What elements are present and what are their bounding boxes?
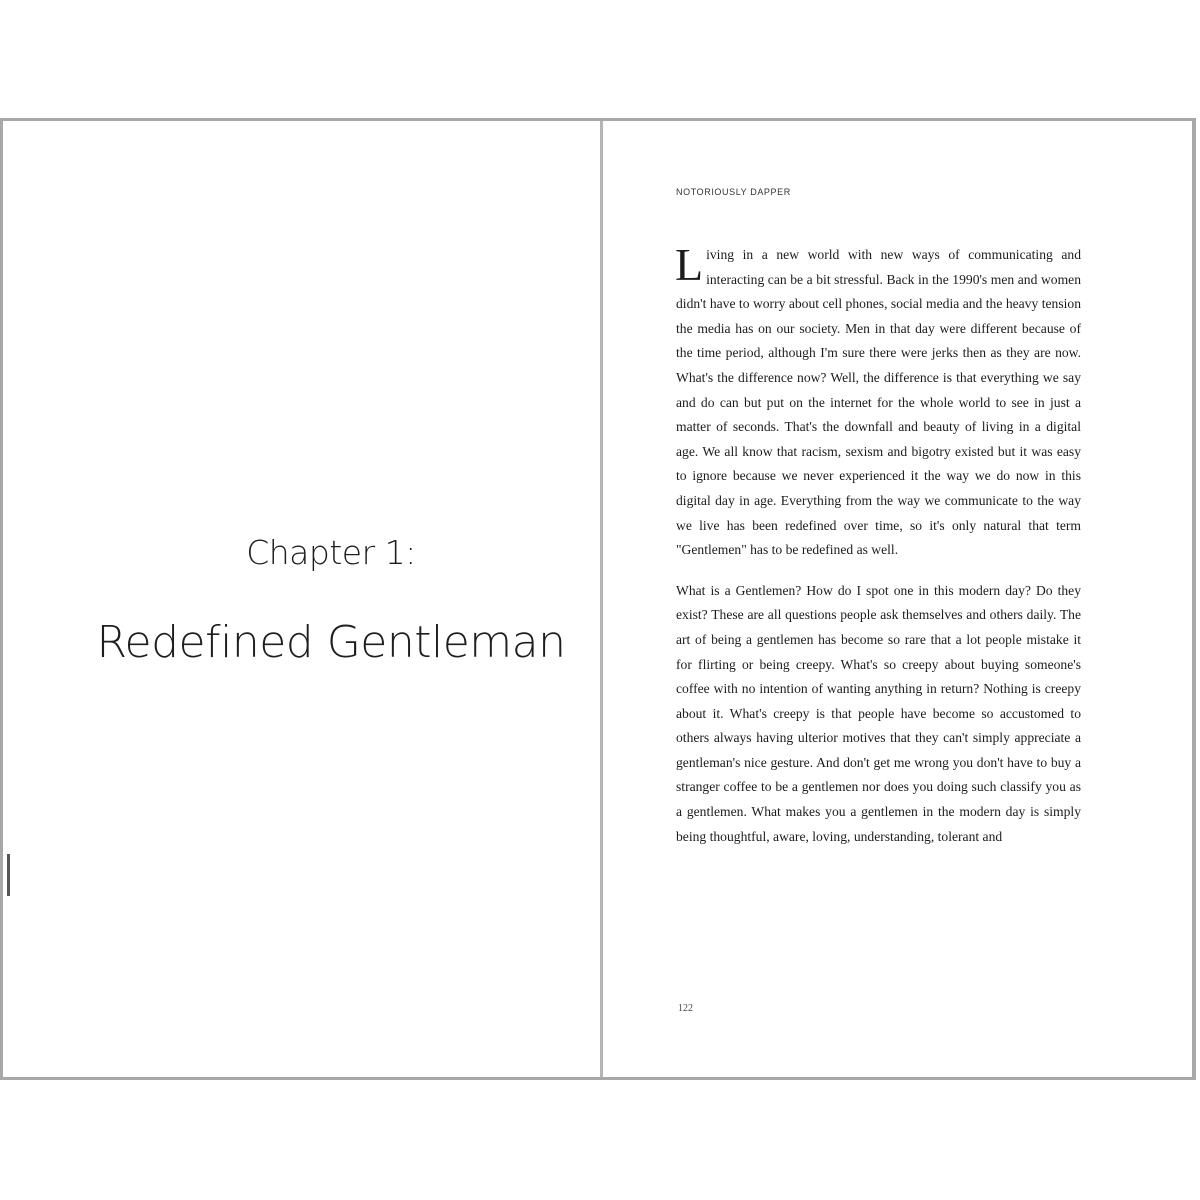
right-page	[603, 121, 1192, 1077]
page-number: 122	[678, 1003, 693, 1014]
paragraph-2: What is a Gentlemen? How do I spot one in this modern day? Do they exist? These are all questions people ask themselves and others daily. The art of being a gentlemen has become so rare that a lot people mistake it for flirting or being creepy. What's so creepy about buying someone's coffee with no intention of wanting anything in return? Nothing is creepy about it. What's creepy is that people have become so accustomed to others always having ulterior motives that they can't simply appreciate a gentleman's nice gesture. And don't get me wrong you don't have to buy a stranger coffee to be a gentlemen nor does you doing such classify you as a gentlemen. What makes you a gentlemen in the modern day is simply being thoughtful, aware, loving, understanding, tolerant and	[676, 582, 1081, 844]
chapter-title: Redefined Gentleman	[96, 617, 566, 668]
body-text	[675, 239, 1081, 849]
page-edge-mark	[7, 854, 10, 896]
book-spread	[0, 118, 1196, 1080]
drop-cap: L	[675, 239, 704, 290]
paragraph-1-text: iving in a new world with new ways of communicating and interacting can be a bit stressful. Back in the 1990's men and women didn't have to worry about cell phones, social media and the heavy tension the media has on our society. Men in that day were different because of the time period, although I'm sure there were jerks then as they are now. What's the difference now? Well, the difference is that everything we say and do can but put on the internet for the whole world to see in just a matter of seconds. That's the downfall and beauty of living in a digital age. We all know that racism, sexism and bigotry existed but it was easy to ignore because we never experienced it the way we do now in this digital day in age. Everything from the way we communicate to the way we live has been redefined over time, so it's only natural that term "Gentlemen" has to be redefined as well.	[676, 247, 1081, 558]
running-head: NOTORIOUSLY DAPPER	[676, 187, 791, 197]
left-page	[3, 121, 600, 1077]
chapter-label: Chapter 1:	[246, 533, 416, 572]
paragraph-1	[675, 239, 1081, 563]
